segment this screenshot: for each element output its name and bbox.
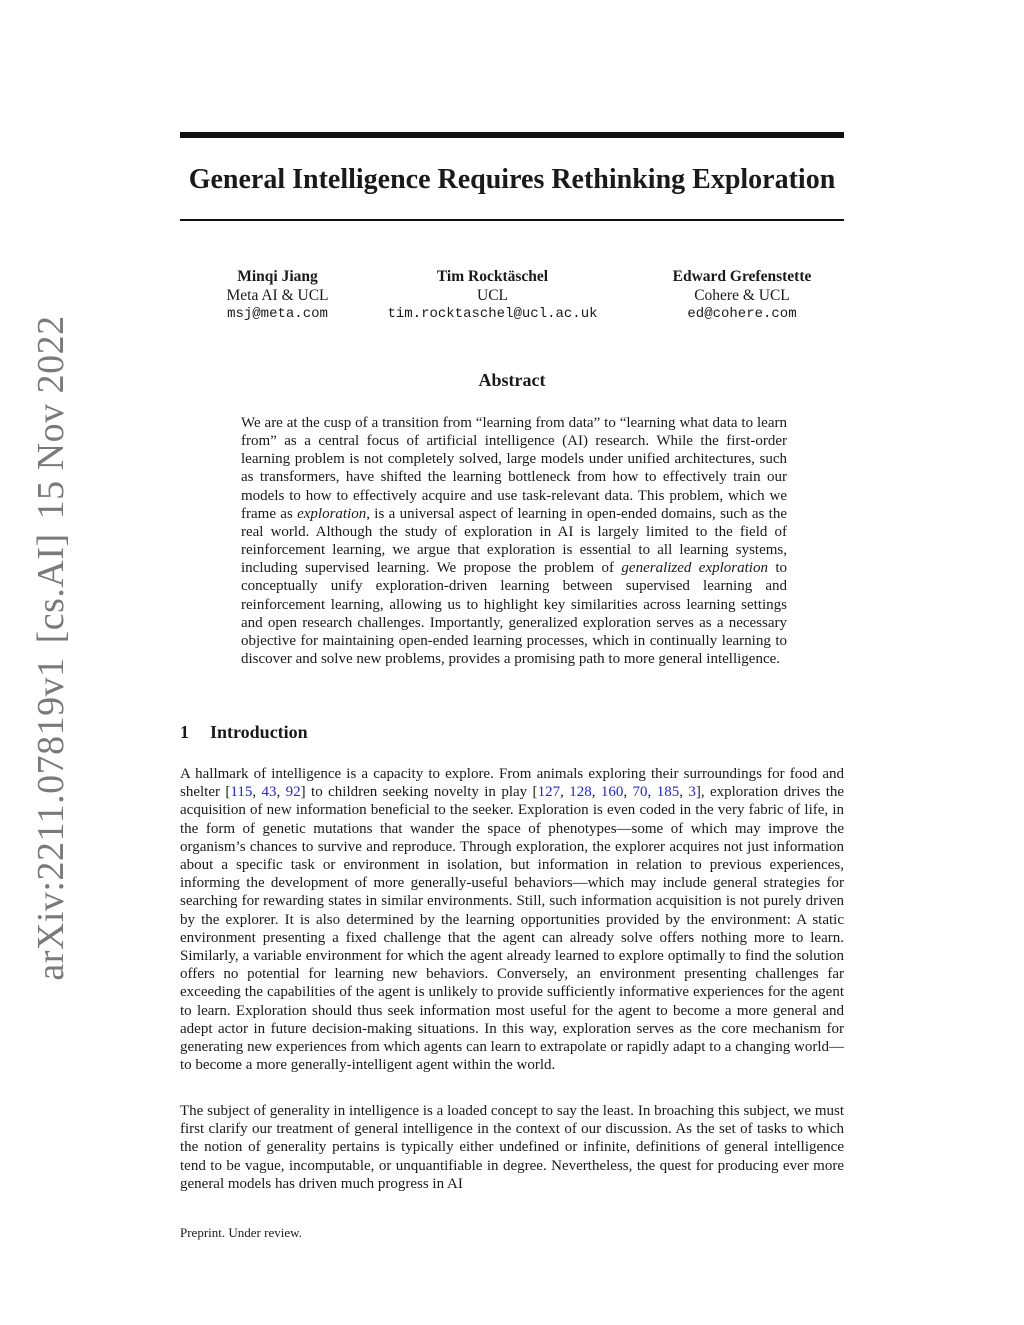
abstract-emphasis: generalized exploration [621, 560, 768, 577]
intro-paragraph-1: A hallmark of intelligence is a capacity to explore. From animals exploring their surroundings for food and shelter [115, 43, 92] to children seeking novelty in play [127, 128, 160, 70, 185, 3], exploration drives the acquisition of new information beneficial to the seeker. Exploration is even coded in the very fabric of life, in the form of genetic mutations that wander the space of phenotypes—some of which may improve the organism’s chances to survive and reproduce. Through exploration, the explorer acquires not just information about a specific task or environment in isolation, but information in relation to previous experiences, informing the development of more generally-useful behaviors—which may include general strategies for searching for rewarding states in similar environments. Still, such information acquisition is not purely driven by the explorer. It is also determined by the learning opportunities provided by the environment: A static environment presenting a fixed challenge that the agent can already solve offers nothing more to learn. Similarly, a variable environment for which the agent already learned to explore optimally to find the solution offers no potential for learning new behaviors. Conversely, an environment presenting challenges far exceeding the capabilities of the agent is unlikely to provide sufficiently informative experiences for the agent to learn. Exploration should thus seek information most useful for the agent to become a more general and adept actor in future decision-making situations. In this way, exploration serves as the core mechanism for generating new experiences from which agents can learn to extrapolate or rapidly adapt to a changing world—to become a more generally-intelligent agent within the world. [180, 766, 845, 1074]
footer-note: Preprint. Under review. [180, 1225, 302, 1240]
author-3 [640, 267, 844, 324]
citation-link[interactable]: 127 [537, 784, 561, 801]
abstract-text: We are at the cusp of a transition from “learning from data” to “learning what data to learn from” as a central focus of artificial intelligence (AI) research. While the first-order learning problem is not completely solved, large models under unified architectures, such as transformers, have shifted the learning bottleneck from how to effectively train our models to how to effectively acquire and use task-relevant data. This problem, which we frame as [241, 415, 787, 522]
citation-link[interactable]: 115 [230, 784, 253, 801]
arxiv-category: [cs.AI] [30, 533, 72, 644]
paragraph-text: ], exploration drives the acquisition of new information beneficial to the seeker. Exploration is even coded in the very fabric of life, in the form of genetic mutations that wander the space of phenotypes—some of which may improve the organism’s chances to survive and reproduce. Through exploration, the explorer acquires not just information about a specific task or environment in isolation, but information in relation to previous experiences, informing the development of more generally-useful behaviors—which may include general strategies for searching for rewarding states in similar environments. Still, such information acquisition is not purely driven by the explorer. It is also determined by the learning opportunities provided by the environment: A static environment presenting a fixed challenge that the agent can already solve offers nothing more to learn. Similarly, a variable environment for which the agent already learned to explore optimally to find the solution offers no potential for learning new behaviors. Conversely, an environment presenting challenges far exceeding the capabilities of the agent is unlikely to provide sufficiently informative experiences for the agent to learn. Exploration should thus seek information most useful for the agent to become a more general and adept actor in future decision-making situations. In this way, exploration serves as the core mechanism for generating new experiences from which agents can learn to extrapolate or rapidly adapt to a changing world—to become a more generally-intelligent agent within the world. [180, 784, 845, 1074]
abstract-text: to conceptually unify exploration-driven learning between supervised learning and reinforcement learning, allowing us to highlight key similarities across learning settings and open research challenges. Importantly, generalized exploration serves as a necessary objective for maintaining open-ended learning processes, which in continually learning to discover and solve new problems, provides a promising path to more general intelligence. [241, 560, 788, 668]
paragraph-text: A hallmark of intelligence is a capacity to explore. From animals exploring their surroundings for food and shelter [ [180, 766, 844, 801]
citation-link[interactable]: 3 [688, 784, 696, 801]
abstract-text: , is a universal aspect of learning in open-ended domains, such as the real world. Although the study of exploration in AI is largely limited to the field of reinforcement learning, we argue that exploration is essential to all learning systems, including supervised learning. We propose the problem of [241, 505, 788, 577]
author-affiliation: UCL [477, 287, 508, 304]
citation-link[interactable]: 128 [569, 784, 592, 801]
author-affiliation: Cohere & UCL [694, 287, 790, 304]
author-affiliation: Meta AI & UCL [226, 287, 329, 304]
section-number: 1 [180, 722, 189, 742]
author-name: Tim Rocktäschel [436, 268, 549, 285]
abstract-body [241, 414, 787, 668]
title-rule-top [180, 132, 844, 138]
citation-link[interactable]: 185 [656, 784, 680, 801]
intro-paragraph-2: The subject of generality in intelligence is a loaded concept to say the least. In broaching this subject, we must first clarify our treatment of general intelligence in the context of our discussion. As the set of tasks to which the notion of generality pertains is typically either undefined or infinite, definitions of general intelligence tend to be vague, incomputable, or unquantifiable in degree. Nevertheless, the quest for producing ever more general models has driven much progress in AI [180, 1103, 844, 1192]
arxiv-identifier-stamp [29, 315, 73, 980]
author-name: Edward Grefenstette [672, 268, 812, 285]
author-email[interactable]: tim.rocktaschel@ucl.ac.uk [387, 306, 598, 322]
abstract-heading: Abstract [478, 370, 546, 390]
citation-link[interactable]: 43 [261, 784, 277, 801]
paragraph-text: ] to children seeking novelty in play [ [300, 784, 538, 801]
author-email[interactable]: ed@cohere.com [687, 306, 797, 322]
author-2 [370, 267, 615, 324]
section-heading [180, 722, 308, 743]
arxiv-date: 15 Nov 2022 [30, 315, 72, 520]
title-rule-bottom [180, 219, 844, 221]
section-title: Introduction [210, 722, 308, 742]
author-name: Minqi Jiang [237, 268, 318, 285]
author-email[interactable]: msj@meta.com [227, 306, 328, 322]
arxiv-id: arXiv:2211.07819v1 [30, 657, 72, 981]
abstract-emphasis: exploration [297, 505, 367, 522]
author-1 [180, 267, 375, 324]
citation-link[interactable]: 70 [632, 784, 648, 801]
citation-link[interactable]: 160 [600, 784, 624, 801]
citation-link[interactable]: 92 [285, 784, 301, 801]
paper-title: General Intelligence Requires Rethinking Exploration [188, 164, 836, 195]
